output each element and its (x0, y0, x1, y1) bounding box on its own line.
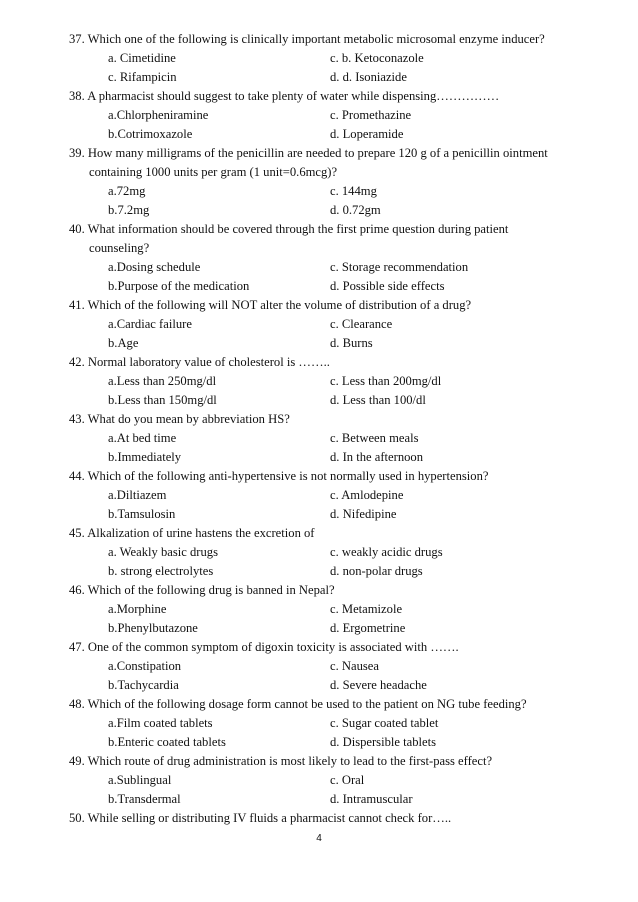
question-39 (69, 144, 569, 182)
option: a.Morphine (108, 602, 167, 616)
option: b.Cotrimoxazole (108, 127, 193, 141)
question-stem: 45. Alkalization of urine hastens the excretion of (69, 526, 315, 540)
question-38 (69, 87, 569, 106)
option: a.Constipation (108, 659, 182, 673)
question-45 (69, 524, 569, 543)
option: a.Less than 250mg/dl (108, 374, 217, 388)
question-stem: 46. Which of the following drug is banned in Nepal? (69, 583, 335, 597)
option: d. Severe headache (330, 678, 427, 692)
question-44 (69, 467, 569, 486)
question-37 (69, 30, 569, 49)
option: b.Tachycardia (108, 678, 179, 692)
option: b.7.2mg (108, 203, 150, 217)
question-49 (69, 752, 569, 771)
option: c. Amlodepine (330, 488, 404, 502)
option: a.72mg (108, 184, 146, 198)
option: b.Less than 150mg/dl (108, 393, 217, 407)
option: d. non-polar drugs (330, 564, 423, 578)
option: a.Cardiac failure (108, 317, 192, 331)
question-stem: 47. One of the common symptom of digoxin toxicity is associated with ……. (69, 640, 459, 654)
question-50 (69, 809, 569, 828)
option: a.Sublingual (108, 773, 172, 787)
option: c. Clearance (330, 317, 393, 331)
option: c. Between meals (330, 431, 419, 445)
page-number: 4 (316, 833, 322, 844)
option: a.Chlorpheniramine (108, 108, 209, 122)
option: c. Rifampicin (108, 70, 177, 84)
question-stem: 48. Which of the following dosage form cannot be used to the patient on NG tube feeding? (69, 697, 527, 711)
question-46 (69, 581, 569, 600)
option: b.Purpose of the medication (108, 279, 250, 293)
option: a.Dosing schedule (108, 260, 201, 274)
question-stem-continued: counseling? (89, 241, 150, 255)
question-stem: 41. Which of the following will NOT alter the volume of distribution of a drug? (69, 298, 472, 312)
question-stem: 50. While selling or distributing IV fluids a pharmacist cannot check for….. (69, 811, 452, 825)
option: d. Burns (330, 336, 373, 350)
option: a. Weakly basic drugs (108, 545, 218, 559)
option: b.Age (108, 336, 139, 350)
option: a.Diltiazem (108, 488, 167, 502)
option: c. Storage recommendation (330, 260, 469, 274)
option: c. Oral (330, 773, 365, 787)
option: d. Intramuscular (330, 792, 413, 806)
question-stem: 37. Which one of the following is clinically important metabolic microsomal enzyme inducer? (69, 32, 545, 46)
option: c. 144mg (330, 184, 377, 198)
option: b.Transdermal (108, 792, 181, 806)
option: d. In the afternoon (330, 450, 424, 464)
option: b.Immediately (108, 450, 182, 464)
option: a.Film coated tablets (108, 716, 213, 730)
option: c. Less than 200mg/dl (330, 374, 442, 388)
question-stem: 39. How many milligrams of the penicillin are needed to prepare 120 g of a penicillin ointment (69, 146, 548, 160)
option: d. 0.72gm (330, 203, 381, 217)
question-43 (69, 410, 569, 429)
question-42 (69, 353, 569, 372)
question-stem: 42. Normal laboratory value of cholesterol is …….. (69, 355, 330, 369)
option: a. Cimetidine (108, 51, 176, 65)
option: d. Less than 100/dl (330, 393, 426, 407)
option: c. b. Ketoconazole (330, 51, 424, 65)
option: d. Loperamide (330, 127, 404, 141)
question-stem: 49. Which route of drug administration is most likely to lead to the first-pass effect? (69, 754, 493, 768)
option: b.Enteric coated tablets (108, 735, 226, 749)
option: c. Promethazine (330, 108, 412, 122)
option: d. Ergometrine (330, 621, 406, 635)
question-stem: 43. What do you mean by abbreviation HS? (69, 412, 290, 426)
option: c. Metamizole (330, 602, 403, 616)
question-stem-continued: containing 1000 units per gram (1 unit=0.6mcg)? (89, 165, 338, 179)
question-48 (69, 695, 569, 714)
option: b. strong electrolytes (108, 564, 214, 578)
question-41 (69, 296, 569, 315)
question-stem: 38. A pharmacist should suggest to take plenty of water while dispensing…………… (69, 89, 500, 103)
option: c. weakly acidic drugs (330, 545, 443, 559)
option: c. Sugar coated tablet (330, 716, 439, 730)
option: d. d. Isoniazide (330, 70, 407, 84)
option: a.At bed time (108, 431, 177, 445)
question-47 (69, 638, 569, 657)
option: d. Possible side effects (330, 279, 445, 293)
question-40 (69, 220, 569, 258)
option: b.Phenylbutazone (108, 621, 198, 635)
option: d. Nifedipine (330, 507, 397, 521)
question-stem: 40. What information should be covered through the first prime question during patient (69, 222, 509, 236)
option: c. Nausea (330, 659, 379, 673)
question-stem: 44. Which of the following anti-hypertensive is not normally used in hypertension? (69, 469, 489, 483)
option: d. Dispersible tablets (330, 735, 436, 749)
option: b.Tamsulosin (108, 507, 176, 521)
